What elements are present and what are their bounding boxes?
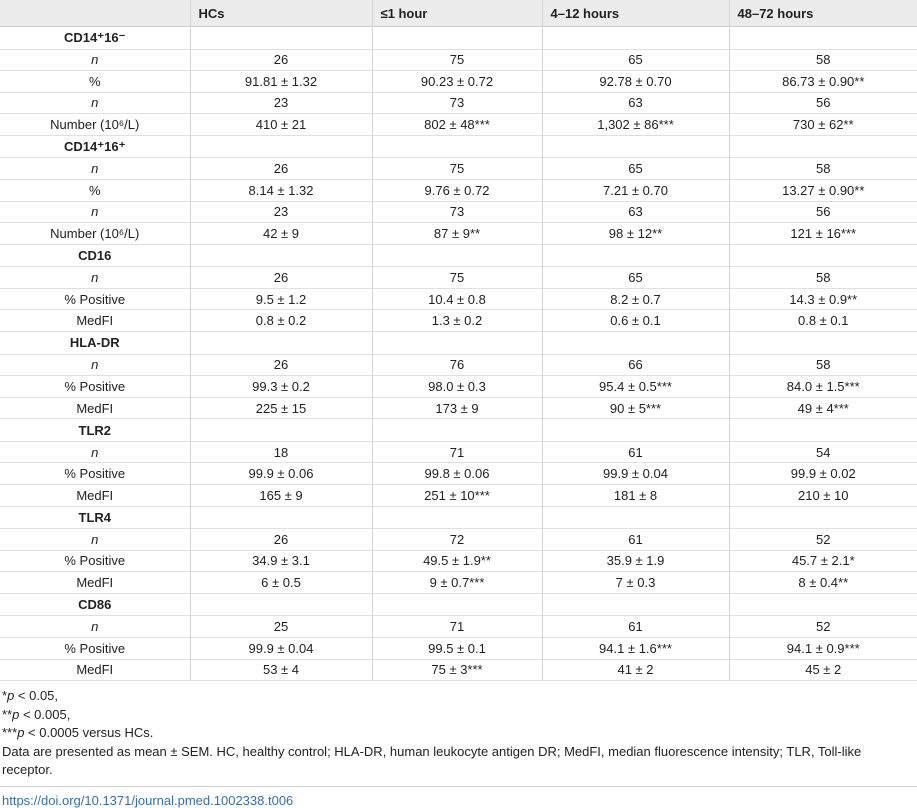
value-cell: 0.6 ± 0.1 bbox=[542, 310, 729, 332]
section-title: HLA-DR bbox=[0, 332, 190, 355]
table-row bbox=[0, 572, 917, 594]
footnote-1 bbox=[2, 687, 915, 706]
value-cell: 0.8 ± 0.1 bbox=[729, 310, 917, 332]
table-row bbox=[0, 267, 917, 289]
table-row bbox=[0, 201, 917, 223]
row-label: % Positive bbox=[0, 288, 190, 310]
section-header-row bbox=[0, 506, 917, 529]
row-label: n bbox=[0, 267, 190, 289]
value-cell: 94.1 ± 1.6*** bbox=[542, 637, 729, 659]
value-cell: 10.4 ± 0.8 bbox=[372, 288, 542, 310]
empty-cell bbox=[190, 506, 372, 529]
row-label: % Positive bbox=[0, 637, 190, 659]
row-label: % bbox=[0, 71, 190, 93]
value-cell: 410 ± 21 bbox=[190, 114, 372, 136]
section-header-row bbox=[0, 332, 917, 355]
value-cell: 98.0 ± 0.3 bbox=[372, 376, 542, 398]
value-cell: 802 ± 48*** bbox=[372, 114, 542, 136]
value-cell: 1.3 ± 0.2 bbox=[372, 310, 542, 332]
footnote-text: < 0.0005 versus HCs. bbox=[24, 725, 154, 741]
empty-cell bbox=[729, 244, 917, 267]
footnotes bbox=[0, 681, 917, 780]
value-cell: 225 ± 15 bbox=[190, 397, 372, 419]
empty-cell bbox=[372, 419, 542, 442]
table-row bbox=[0, 550, 917, 572]
value-cell: 26 bbox=[190, 354, 372, 376]
table-row bbox=[0, 223, 917, 245]
value-cell: 121 ± 16*** bbox=[729, 223, 917, 245]
table-row bbox=[0, 529, 917, 551]
row-label: n bbox=[0, 92, 190, 114]
row-label: n bbox=[0, 158, 190, 180]
value-cell: 63 bbox=[542, 201, 729, 223]
empty-cell bbox=[190, 27, 372, 50]
row-label: % Positive bbox=[0, 463, 190, 485]
empty-cell bbox=[542, 135, 729, 158]
table-row bbox=[0, 397, 917, 419]
value-cell: 58 bbox=[729, 49, 917, 71]
table-row bbox=[0, 71, 917, 93]
empty-cell bbox=[729, 332, 917, 355]
value-cell: 90 ± 5*** bbox=[542, 397, 729, 419]
header-cell-hcs: HCs bbox=[190, 0, 372, 27]
value-cell: 66 bbox=[542, 354, 729, 376]
value-cell: 18 bbox=[190, 441, 372, 463]
value-cell: 7 ± 0.3 bbox=[542, 572, 729, 594]
footnote-text: < 0.005, bbox=[19, 706, 71, 722]
empty-cell bbox=[729, 506, 917, 529]
row-label: n bbox=[0, 201, 190, 223]
empty-cell bbox=[372, 506, 542, 529]
empty-cell bbox=[190, 593, 372, 616]
footnote-stars: *** bbox=[2, 725, 18, 741]
footnote-text: < 0.05, bbox=[14, 688, 59, 704]
empty-cell bbox=[372, 135, 542, 158]
header-cell-4-12hours: 4–12 hours bbox=[542, 0, 729, 27]
row-label: Number (10⁶/L) bbox=[0, 223, 190, 245]
value-cell: 94.1 ± 0.9*** bbox=[729, 637, 917, 659]
value-cell: 73 bbox=[372, 92, 542, 114]
value-cell: 99.9 ± 0.04 bbox=[190, 637, 372, 659]
value-cell: 26 bbox=[190, 267, 372, 289]
section-title: CD86 bbox=[0, 593, 190, 616]
value-cell: 8.14 ± 1.32 bbox=[190, 179, 372, 201]
footnote-description: Data are presented as mean ± SEM. HC, healthy control; HLA-DR, human leukocyte antigen DR; MedFI, median fluorescence intensity; TLR, Toll-like receptor. bbox=[2, 743, 862, 778]
value-cell: 45.7 ± 2.1* bbox=[729, 550, 917, 572]
table-row bbox=[0, 310, 917, 332]
empty-cell bbox=[372, 593, 542, 616]
value-cell: 165 ± 9 bbox=[190, 485, 372, 507]
section-title: TLR4 bbox=[0, 506, 190, 529]
value-cell: 0.8 ± 0.2 bbox=[190, 310, 372, 332]
value-cell: 14.3 ± 0.9** bbox=[729, 288, 917, 310]
footnote-p: p bbox=[12, 706, 20, 722]
value-cell: 75 bbox=[372, 158, 542, 180]
value-cell: 49 ± 4*** bbox=[729, 397, 917, 419]
empty-cell bbox=[542, 506, 729, 529]
section-title: TLR2 bbox=[0, 419, 190, 442]
value-cell: 99.9 ± 0.04 bbox=[542, 463, 729, 485]
value-cell: 75 bbox=[372, 267, 542, 289]
value-cell: 52 bbox=[729, 616, 917, 638]
table-row bbox=[0, 49, 917, 71]
row-label: MedFI bbox=[0, 397, 190, 419]
value-cell: 23 bbox=[190, 201, 372, 223]
table-row bbox=[0, 158, 917, 180]
value-cell: 730 ± 62** bbox=[729, 114, 917, 136]
empty-cell bbox=[542, 593, 729, 616]
value-cell: 71 bbox=[372, 441, 542, 463]
empty-cell bbox=[542, 419, 729, 442]
section-title: CD14⁺16⁺ bbox=[0, 135, 190, 158]
value-cell: 26 bbox=[190, 158, 372, 180]
value-cell: 52 bbox=[729, 529, 917, 551]
value-cell: 34.9 ± 3.1 bbox=[190, 550, 372, 572]
footnote-p: p bbox=[17, 725, 25, 741]
empty-cell bbox=[190, 135, 372, 158]
table-row bbox=[0, 92, 917, 114]
empty-cell bbox=[542, 244, 729, 267]
value-cell: 7.21 ± 0.70 bbox=[542, 179, 729, 201]
value-cell: 251 ± 10*** bbox=[372, 485, 542, 507]
value-cell: 53 ± 4 bbox=[190, 659, 372, 681]
value-cell: 9.76 ± 0.72 bbox=[372, 179, 542, 201]
table-row bbox=[0, 441, 917, 463]
value-cell: 6 ± 0.5 bbox=[190, 572, 372, 594]
table-row bbox=[0, 616, 917, 638]
value-cell: 99.9 ± 0.06 bbox=[190, 463, 372, 485]
empty-cell bbox=[542, 332, 729, 355]
value-cell: 91.81 ± 1.32 bbox=[190, 71, 372, 93]
value-cell: 9 ± 0.7*** bbox=[372, 572, 542, 594]
section-title: CD16 bbox=[0, 244, 190, 267]
row-label: % Positive bbox=[0, 376, 190, 398]
value-cell: 41 ± 2 bbox=[542, 659, 729, 681]
section-header-row bbox=[0, 593, 917, 616]
value-cell: 210 ± 10 bbox=[729, 485, 917, 507]
value-cell: 26 bbox=[190, 529, 372, 551]
value-cell: 99.8 ± 0.06 bbox=[372, 463, 542, 485]
value-cell: 61 bbox=[542, 441, 729, 463]
value-cell: 73 bbox=[372, 201, 542, 223]
value-cell: 45 ± 2 bbox=[729, 659, 917, 681]
empty-cell bbox=[729, 27, 917, 50]
row-label: MedFI bbox=[0, 572, 190, 594]
value-cell: 181 ± 8 bbox=[542, 485, 729, 507]
empty-cell bbox=[729, 593, 917, 616]
value-cell: 71 bbox=[372, 616, 542, 638]
value-cell: 92.78 ± 0.70 bbox=[542, 71, 729, 93]
value-cell: 61 bbox=[542, 529, 729, 551]
value-cell: 98 ± 12** bbox=[542, 223, 729, 245]
value-cell: 65 bbox=[542, 158, 729, 180]
value-cell: 99.5 ± 0.1 bbox=[372, 637, 542, 659]
value-cell: 87 ± 9** bbox=[372, 223, 542, 245]
value-cell: 58 bbox=[729, 354, 917, 376]
value-cell: 65 bbox=[542, 49, 729, 71]
row-label: % Positive bbox=[0, 550, 190, 572]
value-cell: 56 bbox=[729, 92, 917, 114]
value-cell: 8 ± 0.4** bbox=[729, 572, 917, 594]
value-cell: 58 bbox=[729, 267, 917, 289]
value-cell: 173 ± 9 bbox=[372, 397, 542, 419]
row-label: % bbox=[0, 179, 190, 201]
empty-cell bbox=[542, 27, 729, 50]
empty-cell bbox=[190, 244, 372, 267]
value-cell: 84.0 ± 1.5*** bbox=[729, 376, 917, 398]
value-cell: 63 bbox=[542, 92, 729, 114]
value-cell: 99.9 ± 0.02 bbox=[729, 463, 917, 485]
empty-cell bbox=[190, 332, 372, 355]
table-body bbox=[0, 27, 917, 681]
value-cell: 9.5 ± 1.2 bbox=[190, 288, 372, 310]
table-row bbox=[0, 463, 917, 485]
value-cell: 75 ± 3*** bbox=[372, 659, 542, 681]
value-cell: 13.27 ± 0.90** bbox=[729, 179, 917, 201]
table-row bbox=[0, 114, 917, 136]
section-header-row bbox=[0, 27, 917, 50]
value-cell: 95.4 ± 0.5*** bbox=[542, 376, 729, 398]
row-label: n bbox=[0, 441, 190, 463]
row-label: MedFI bbox=[0, 485, 190, 507]
value-cell: 26 bbox=[190, 49, 372, 71]
footnote-stars: ** bbox=[2, 706, 13, 722]
section-header-row bbox=[0, 135, 917, 158]
value-cell: 35.9 ± 1.9 bbox=[542, 550, 729, 572]
header-cell-empty bbox=[0, 0, 190, 27]
value-cell: 23 bbox=[190, 92, 372, 114]
row-label: MedFI bbox=[0, 310, 190, 332]
value-cell: 65 bbox=[542, 267, 729, 289]
table-row bbox=[0, 637, 917, 659]
doi-link[interactable]: https://doi.org/10.1371/journal.pmed.1002338.t006 bbox=[0, 786, 917, 808]
value-cell: 25 bbox=[190, 616, 372, 638]
table-row bbox=[0, 485, 917, 507]
value-cell: 56 bbox=[729, 201, 917, 223]
value-cell: 61 bbox=[542, 616, 729, 638]
section-header-row bbox=[0, 419, 917, 442]
table-row bbox=[0, 354, 917, 376]
footnote-3 bbox=[2, 724, 915, 743]
value-cell: 90.23 ± 0.72 bbox=[372, 71, 542, 93]
footnote-2 bbox=[2, 706, 915, 725]
empty-cell bbox=[729, 135, 917, 158]
row-label: n bbox=[0, 49, 190, 71]
value-cell: 72 bbox=[372, 529, 542, 551]
empty-cell bbox=[190, 419, 372, 442]
empty-cell bbox=[729, 419, 917, 442]
header-row bbox=[0, 0, 917, 27]
table-row bbox=[0, 659, 917, 681]
value-cell: 86.73 ± 0.90** bbox=[729, 71, 917, 93]
section-header-row bbox=[0, 244, 917, 267]
row-label: MedFI bbox=[0, 659, 190, 681]
value-cell: 42 ± 9 bbox=[190, 223, 372, 245]
empty-cell bbox=[372, 244, 542, 267]
value-cell: 99.3 ± 0.2 bbox=[190, 376, 372, 398]
row-label: n bbox=[0, 616, 190, 638]
row-label: n bbox=[0, 529, 190, 551]
footnote-stars: * bbox=[2, 688, 8, 704]
section-title: CD14⁺16⁻ bbox=[0, 27, 190, 50]
header-cell-1hour: ≤1 hour bbox=[372, 0, 542, 27]
value-cell: 1,302 ± 86*** bbox=[542, 114, 729, 136]
value-cell: 58 bbox=[729, 158, 917, 180]
empty-cell bbox=[372, 332, 542, 355]
header-cell-48-72hours: 48–72 hours bbox=[729, 0, 917, 27]
table-row bbox=[0, 179, 917, 201]
value-cell: 49.5 ± 1.9** bbox=[372, 550, 542, 572]
row-label: Number (10⁶/L) bbox=[0, 114, 190, 136]
value-cell: 76 bbox=[372, 354, 542, 376]
footnote-p: p bbox=[7, 688, 15, 704]
value-cell: 75 bbox=[372, 49, 542, 71]
table-row bbox=[0, 288, 917, 310]
value-cell: 54 bbox=[729, 441, 917, 463]
empty-cell bbox=[372, 27, 542, 50]
table-row bbox=[0, 376, 917, 398]
value-cell: 8.2 ± 0.7 bbox=[542, 288, 729, 310]
row-label: n bbox=[0, 354, 190, 376]
